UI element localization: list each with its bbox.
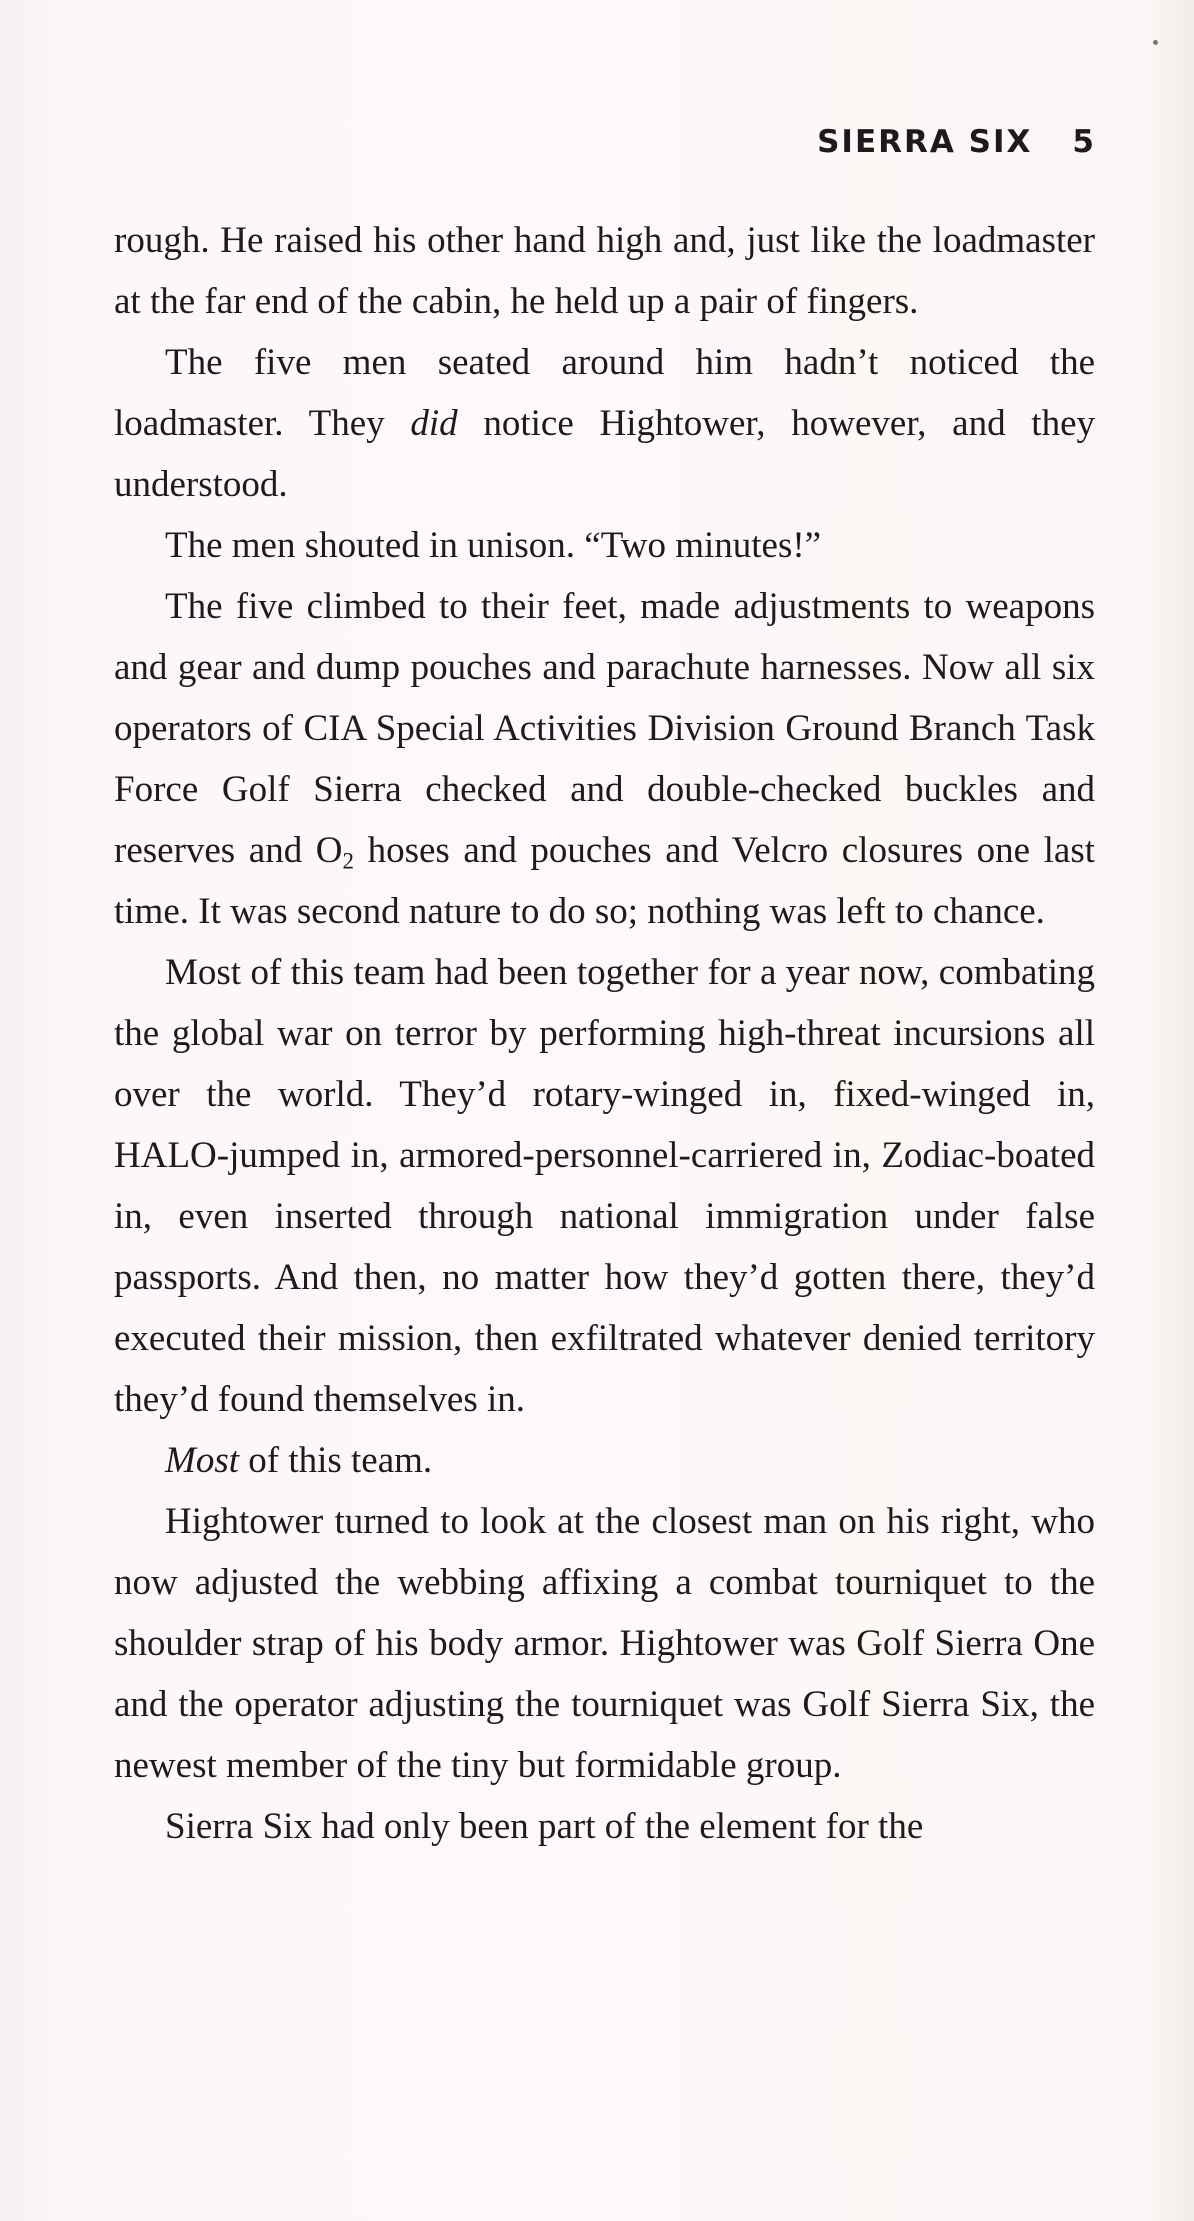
paragraph-text: rough. He raised his other hand high and, just like the loadmaster at the far end of the cabin, he held up a pair of fingers.	[114, 220, 1095, 322]
paragraph-text: of this team.	[239, 1440, 433, 1481]
paper-speck	[1153, 40, 1158, 45]
paragraph-text: The five men seated around him hadn’t noticed the loadmaster. They	[114, 342, 1095, 444]
body-text	[114, 210, 1095, 1857]
paragraph	[114, 210, 1095, 332]
paragraph	[114, 1491, 1095, 1796]
emphasis-text: did	[410, 403, 458, 444]
paragraph-text: Hightower turned to look at the closest man on his right, who now adjusted the webbing affixing a combat tourniquet to the shoulder strap of his body armor. Hightower was Golf Sierra One and the operator adjusting the tourniquet was Golf Sierra Six, the newest member of the tiny but formidable group.	[114, 1501, 1095, 1786]
paragraph	[114, 1430, 1095, 1491]
page-number: 5	[1072, 124, 1096, 160]
paragraph-text: The men shouted in unison. “Two minutes!”	[165, 525, 822, 566]
emphasis-text: Most	[165, 1440, 239, 1481]
paragraph-text: Sierra Six had only been part of the element for the	[165, 1806, 924, 1847]
paragraph	[114, 576, 1095, 942]
paragraph-text: Most of this team had been together for a year now, combating the global war on terror by performing high-threat incursions all over the world. They’d rotary-winged in, fixed-winged in, HALO-jumped in, armored-personnel-carriered in, Zodiac-boated in, even inserted through national immigration under false passports. And then, no matter how they’d gotten there, they’d executed their mission, then exfiltrated whatever denied territory they’d found themselves in.	[114, 952, 1095, 1420]
paragraph	[114, 332, 1095, 515]
running-header	[817, 124, 1096, 160]
paragraph	[114, 1796, 1095, 1857]
paragraph-text: notice Hightower, however, and they understood.	[114, 403, 1095, 505]
paragraph-text: hoses and pouches and Velcro closures one last time. It was second nature to do so; nothing was left to chance.	[114, 830, 1095, 932]
subscript-text: 2	[342, 848, 355, 874]
book-title: SIERRA SIX	[817, 124, 1033, 160]
paragraph	[114, 942, 1095, 1430]
paragraph-text: The five climbed to their feet, made adjustments to weapons and gear and dump pouches and parachute harnesses. Now all six operators of CIA Special Activities Division Ground Branch Task Force Golf Sierra checked and double-checked buckles and reserves and O	[114, 586, 1095, 871]
paragraph	[114, 515, 1095, 576]
